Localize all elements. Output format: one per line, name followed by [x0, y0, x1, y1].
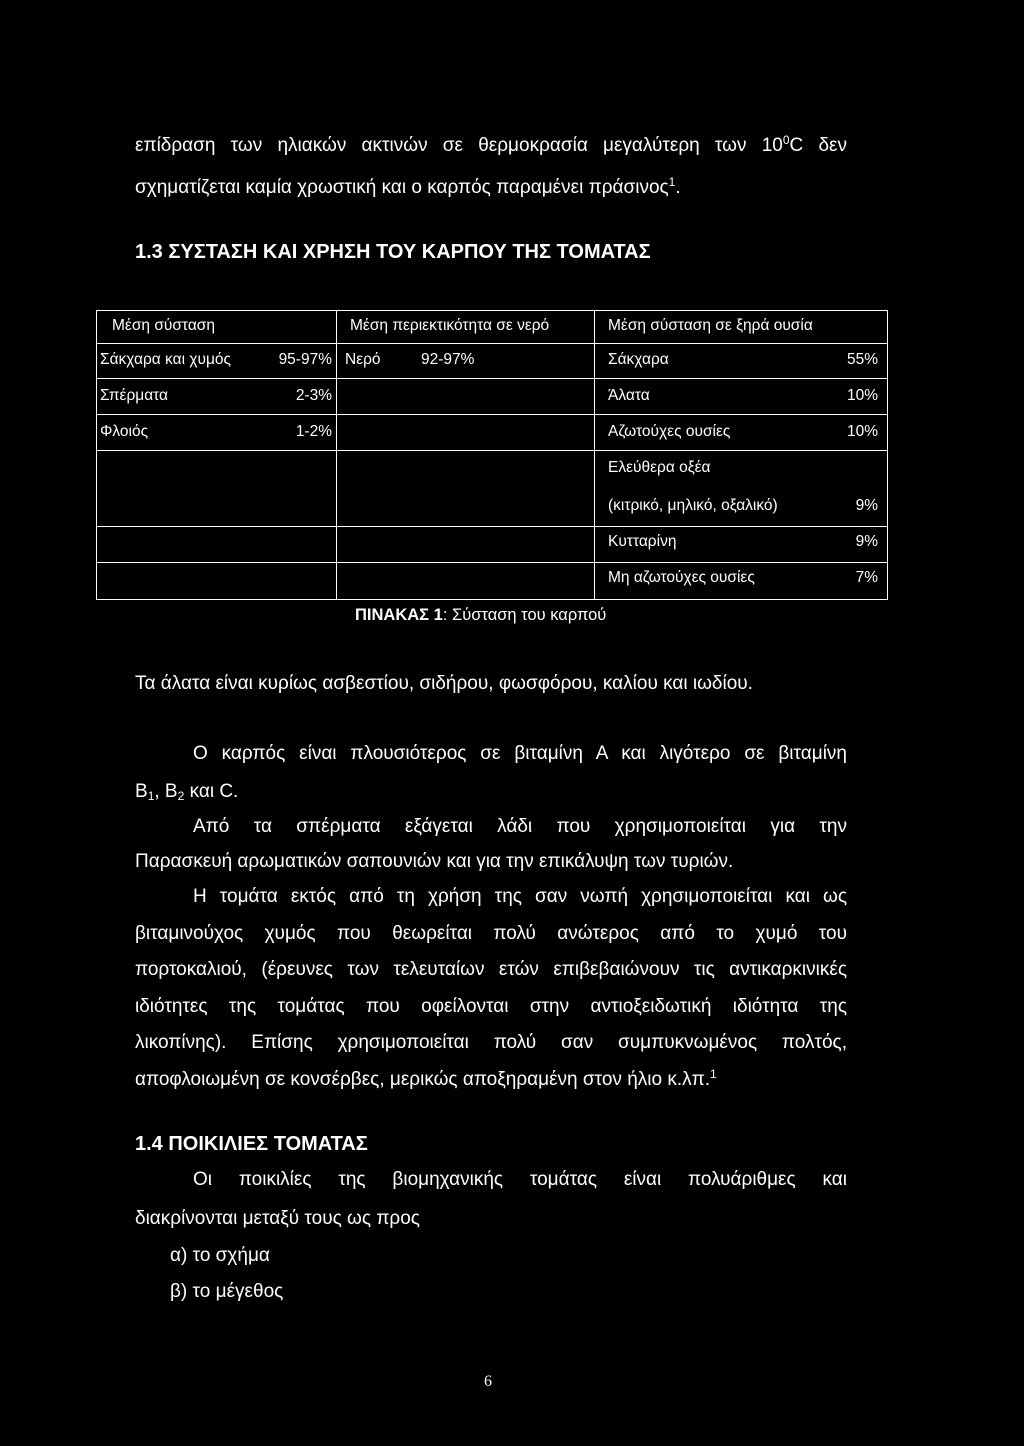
- varieties-line-2: διακρίνονται μεταξύ τους ως προς: [135, 1208, 420, 1229]
- table-cell: Σάκχαρα: [608, 351, 669, 368]
- tomato-line-1: Η τομάτα εκτός από τη χρήση της σαν νωπή χρησιμοποιείται και ως: [193, 886, 847, 907]
- tomato-line-2: βιταμινούχος χυμός που θεωρείται πολύ ανώτερος από το χυμό του: [135, 923, 847, 944]
- seeds-line-1: Από τα σπέρματα εξάγεται λάδι που χρησιμοποιείται για την: [193, 816, 847, 837]
- table-cell: Ελεύθερα οξέα: [608, 459, 711, 476]
- tomato-line-4: ιδιότητες της τομάτας που οφείλονται στην αντιοξειδωτική ιδιότητα της: [135, 996, 847, 1017]
- table-cell: Άλατα: [608, 387, 650, 404]
- composition-table: [96, 310, 888, 600]
- table-cell: 10%: [846, 387, 878, 404]
- table-cell: 92-97%: [421, 351, 475, 368]
- table-cell: Νερό: [345, 351, 381, 368]
- tomato-line-5: λικοπίνης). Επίσης χρησιμοποιείται πολύ σαν συμπυκνωμένος πολτός,: [135, 1032, 847, 1053]
- page-number: 6: [484, 1373, 492, 1390]
- intro-line-2: σχηματίζεται καμία χρωστική και ο καρπός παραμένει πράσινος$^1$.: [135, 175, 681, 198]
- section-heading-1-4: 1.4 ΠΟΙΚΙΛΙΕΣ ΤΟΜΑΤΑΣ: [135, 1133, 368, 1155]
- table-cell: Κυτταρίνη: [608, 533, 677, 550]
- table-cell: Σπέρματα: [100, 387, 169, 404]
- salts-paragraph: Τα άλατα είναι κυρίως ασβεστίου, σιδήρου, φωσφόρου, καλίου και ιωδίου.: [135, 673, 753, 694]
- section-heading-1-3: 1.3 ΣΥΣΤΑΣΗ ΚΑΙ ΧΡΗΣΗ ΤΟΥ ΚΑΡΠΟΥ ΤΗΣ ΤΟΜΑΤΑΣ: [135, 241, 651, 263]
- table-caption: ΠΙΝΑΚΑΣ 1: Σύσταση του καρπού: [355, 606, 607, 624]
- table-cell: 55%: [846, 351, 878, 368]
- varieties-line-1: Οι ποικιλίες της βιομηχανικής τομάτας είναι πολυάριθμες και: [193, 1169, 847, 1190]
- table-cell: 9%: [855, 533, 878, 550]
- table-cell: 9%: [855, 497, 878, 514]
- table-cell: 1-2%: [295, 423, 332, 440]
- intro-line-1: επίδραση των ηλιακών ακτινών σε θερμοκρασία μεγαλύτερη των $10^0C$ δεν: [135, 133, 848, 156]
- tomato-line-6: αποφλοιωμένη σε κονσέρβες, μερικώς αποξηραμένη στον ήλιο κ.λπ.$^1$: [135, 1067, 717, 1090]
- table-cell: Σάκχαρα και χυμός: [100, 351, 231, 368]
- table-header-dry-matter: Μέση σύσταση σε ξηρά ουσία: [608, 317, 813, 334]
- tomato-line-3: πορτοκαλιού, (έρευνες των τελευταίων ετών επιβεβαιώνουν τις αντικαρκινικές: [135, 959, 847, 980]
- vitamin-line-1: Ο καρπός είναι πλουσιότερος σε βιταμίνη Α και λιγότερο σε βιταμίνη: [193, 743, 847, 764]
- table-cell: Μη αζωτούχες ουσίες: [608, 569, 755, 586]
- table-cell: 2-3%: [295, 387, 332, 404]
- table-cell: (κιτρικό, μηλικό, οξαλικό): [608, 497, 778, 514]
- table-header-composition: Μέση σύσταση: [112, 317, 215, 334]
- vitamin-line-2: $B_1$, $B_2$ και C.: [135, 781, 239, 803]
- table-cell: 95-97%: [278, 351, 332, 368]
- table-cell: 7%: [855, 569, 878, 586]
- list-item: α) το σχήμα: [170, 1245, 270, 1266]
- table-cell: Αζωτούχες ουσίες: [608, 423, 731, 440]
- table-cell: Φλοιός: [100, 423, 149, 440]
- seeds-line-2: Παρασκευή αρωματικών σαπουνιών και για την επικάλυψη των τυριών.: [135, 851, 734, 872]
- table-header-water: Μέση περιεκτικότητα σε νερό: [350, 317, 550, 334]
- list-item: β) το μέγεθος: [170, 1281, 284, 1302]
- table-cell: 10%: [846, 423, 878, 440]
